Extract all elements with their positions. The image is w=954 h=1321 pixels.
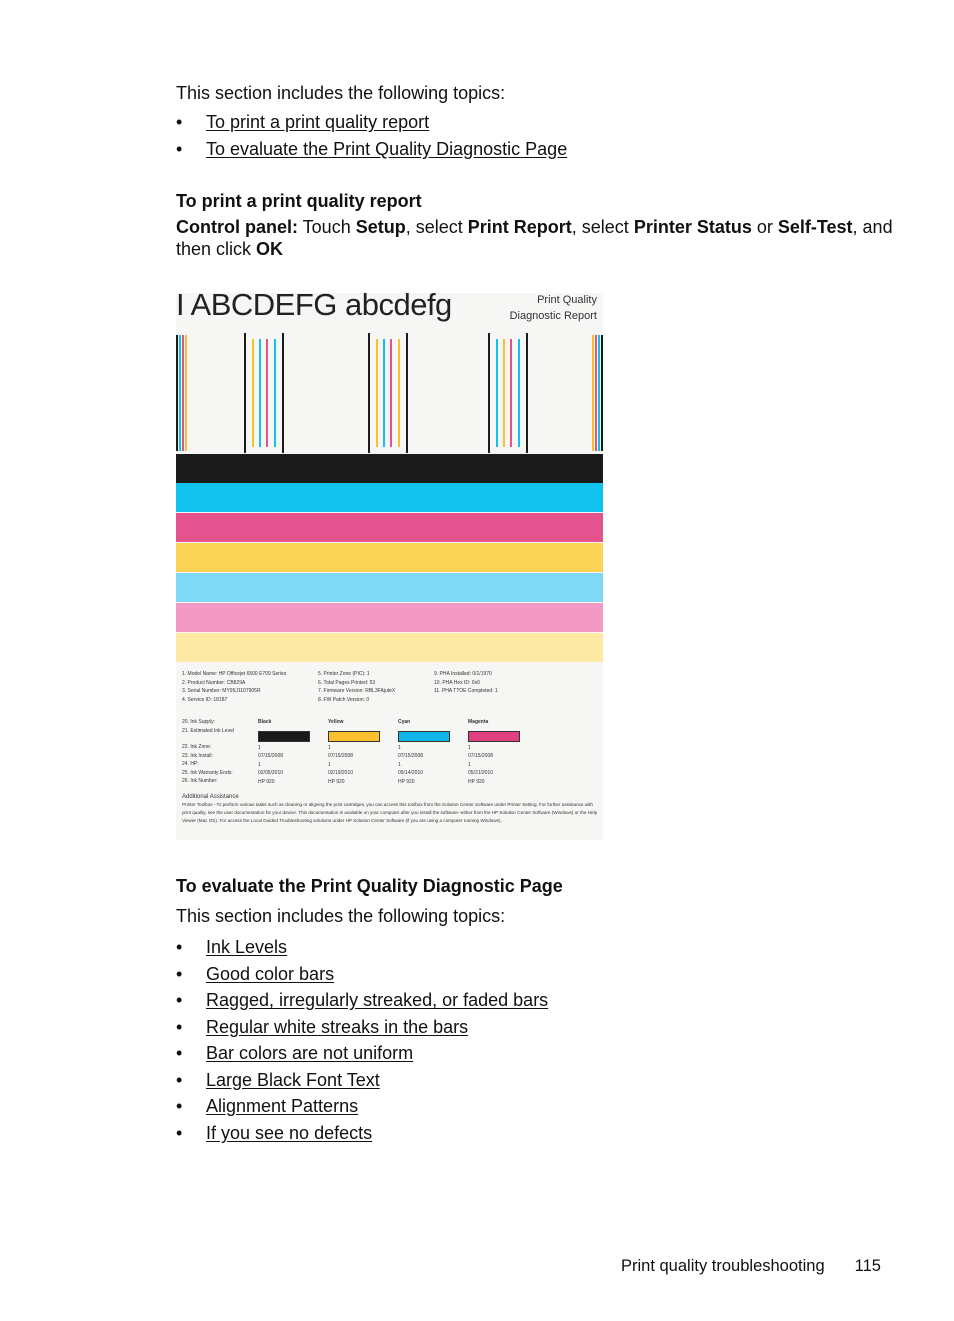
self-test-term: Self-Test [777, 217, 853, 237]
ink-labels [182, 718, 234, 786]
ink-name: Cyan [398, 719, 411, 725]
report-title-line: Diagnostic Report [509, 310, 597, 322]
report-title [510, 293, 597, 324]
spacer [182, 735, 234, 743]
printer-status-term: Printer Status [633, 217, 752, 237]
ink-name: Magenta [468, 719, 489, 725]
list-item [176, 1122, 548, 1149]
link-white-streaks[interactable]: Regular white streaks in the bars [206, 1016, 469, 1037]
ink-value: 05/14/2010 [398, 770, 424, 776]
link-large-black-font[interactable]: Large Black Font Text [206, 1069, 380, 1090]
ink-column-yellow [328, 718, 388, 786]
ink-value: 07/15/2008 [328, 753, 354, 759]
control-panel-instructions [176, 216, 896, 260]
info-column [318, 670, 395, 704]
info-line: 11. PHA TTOE Completed: 1 [434, 688, 498, 694]
ink-value: 1 [258, 761, 261, 768]
ink-label: 24. HP: [182, 761, 199, 767]
ink-value: 1 [328, 761, 331, 768]
footer-section: Print quality troubleshooting [621, 1257, 825, 1275]
alignment-left-edge [176, 335, 187, 451]
link-no-defects[interactable]: If you see no defects [206, 1122, 373, 1143]
color-bar-black [176, 454, 603, 483]
ink-value: 1 [398, 761, 401, 768]
color-bar-light-yellow [176, 633, 603, 662]
control-panel-label: Control panel: [176, 217, 298, 237]
info-line: 9. PHA Installed: 0/1/1970 [434, 671, 492, 677]
link-alignment-patterns[interactable]: Alignment Patterns [206, 1096, 359, 1116]
alignment-right-edge [592, 335, 603, 451]
intro-text: This section includes the following topics: [176, 83, 506, 103]
alignment-patterns [176, 333, 603, 453]
ink-label: 26. Ink Number: [182, 778, 218, 784]
list-item [176, 989, 548, 1016]
info-line: 4. Service ID: 18187 [182, 696, 228, 703]
section-heading: To evaluate the Print Quality Diagnostic Page [176, 876, 563, 896]
page-number: 115 [854, 1257, 881, 1275]
print-report-term: Print Report [467, 217, 572, 237]
info-column [434, 670, 498, 696]
ok-term: OK [256, 239, 284, 259]
bullet: • [176, 963, 183, 984]
info-line: 7. Firmware Version: RBL3FAjuteX [318, 688, 396, 694]
ink-value: 07/15/2008 [398, 753, 424, 759]
info-column [182, 670, 286, 704]
text: or [751, 217, 778, 237]
info-line: 1. Model Name: HP Officejet 6500 E709 Series [182, 671, 287, 677]
ink-value: 07/15/2008 [468, 753, 494, 759]
ink-name: Black [258, 719, 272, 725]
ink-column-black [258, 718, 318, 786]
bullet: • [176, 1043, 183, 1063]
link-evaluate-diagnostic-page[interactable]: To evaluate the Print Quality Diagnostic Page [206, 138, 568, 159]
ink-level-swatch-magenta [468, 731, 520, 742]
ink-column-cyan [398, 718, 458, 786]
topics-list [176, 111, 567, 164]
info-line: 3. Serial Number: MY95J1107905R [182, 688, 261, 694]
info-line: 6. Total Pages Printed: 53 [318, 679, 376, 686]
ink-label: 20. Ink Supply: [182, 719, 216, 725]
assist-title: Additional Assistance [182, 794, 239, 800]
bullet: • [176, 112, 183, 132]
page-footer [621, 1257, 881, 1276]
list-item [176, 1095, 548, 1122]
list-item [176, 1042, 548, 1069]
link-ink-levels[interactable]: Ink Levels [206, 937, 288, 957]
text: Touch [298, 217, 356, 237]
bullet: • [176, 1069, 183, 1090]
ink-level-swatch-yellow [328, 731, 380, 742]
color-bar-light-magenta [176, 603, 603, 632]
list-item [176, 111, 567, 138]
color-bar-light-cyan [176, 573, 603, 602]
ink-label: 21. Estimated Ink Level [182, 727, 234, 734]
report-title-line: Print Quality [537, 294, 597, 306]
ink-value: 05/21/2010 [468, 770, 494, 776]
ink-value: HP 920 [258, 778, 275, 785]
color-bar-magenta [176, 513, 603, 542]
ink-label: 23. Ink Install: [182, 752, 213, 759]
color-bar-yellow [176, 543, 603, 572]
link-print-quality-report[interactable]: To print a print quality report [206, 112, 430, 132]
ink-value: HP 920 [328, 778, 345, 785]
large-font-text: I ABCDEFG abcdefg [176, 293, 452, 322]
color-bar-cyan [176, 483, 603, 512]
link-good-color-bars[interactable]: Good color bars [206, 963, 335, 984]
ink-value: 02/05/2010 [258, 770, 284, 776]
info-line: 10. PHA Hex ID: 0x0 [434, 679, 480, 686]
alignment-group-3 [488, 333, 528, 453]
ink-value: 1 [468, 744, 471, 751]
bullet: • [176, 138, 183, 159]
ink-value: 1 [328, 744, 331, 751]
intro-text: This section includes the following topics: [176, 906, 506, 926]
ink-name: Yellow [328, 719, 344, 725]
bullet: • [176, 1122, 183, 1143]
topics-list [176, 936, 548, 1148]
bullet: • [176, 1096, 183, 1116]
ink-value: 1 [258, 744, 261, 751]
text: , and then click [176, 217, 893, 259]
diagnostic-report-image [176, 293, 603, 840]
ink-value: 1 [468, 761, 471, 768]
ink-label: 22. Ink Zone: [182, 744, 212, 750]
ink-value: HP 920 [468, 778, 485, 785]
alignment-group-1 [244, 333, 284, 453]
ink-value: 07/15/2008 [258, 753, 284, 759]
link-bar-colors-not-uniform[interactable]: Bar colors are not uniform [206, 1043, 414, 1063]
info-line: 2. Product Number: CB829A [182, 679, 246, 686]
ink-label: 25. Ink Warranty Ends: [182, 769, 233, 776]
ink-level-swatch-black [258, 731, 310, 742]
bullet: • [176, 937, 183, 957]
ink-value: 02/19/2010 [328, 770, 354, 776]
ink-value: 1 [398, 744, 401, 751]
additional-assistance [182, 793, 598, 825]
alignment-group-2 [368, 333, 408, 453]
info-line: 8. FW Patch Version: 0 [318, 696, 370, 703]
ink-value: HP 920 [398, 778, 415, 785]
text: , select [571, 217, 634, 237]
info-line: 5. Printer Zone (PIC): 1 [318, 671, 370, 677]
text: , select [405, 217, 468, 237]
link-ragged-bars[interactable]: Ragged, irregularly streaked, or faded bars [206, 990, 549, 1010]
list-item [176, 963, 548, 990]
setup-term: Setup [355, 217, 406, 237]
bullet: • [176, 1016, 183, 1037]
list-item [176, 936, 548, 963]
ink-level-swatch-cyan [398, 731, 450, 742]
ink-column-magenta [468, 718, 528, 786]
section-heading: To print a print quality report [176, 191, 422, 211]
assist-text: Printer Toolbox - To perform various tasks such as cleaning or aligning the print cartridges, you can access this toolbox from the Solution Center Software under Printer Setting. For further assistance with print quality, see the user documentation for your device. This documentation is available on your computer after you install the software--either from the HP Solution Center Software (Windows) or the Help Viewer (Mac OS). For access the Local Guided Troubleshooting solutions under HP Solution Center Software (if you are using a computer running Windows). [182, 802, 598, 823]
list-item [176, 138, 567, 165]
list-item [176, 1016, 548, 1043]
bullet: • [176, 990, 183, 1010]
list-item [176, 1069, 548, 1096]
